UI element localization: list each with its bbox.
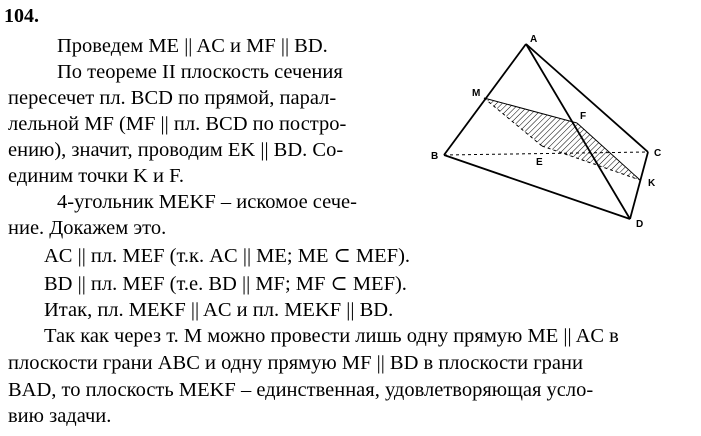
text-line-4: лельной MF (MF || пл. BCD по постро- — [8, 113, 347, 135]
text-line-12: Так как через т. M можно провести лишь одну прямую ME || AC в — [44, 325, 619, 347]
label-k: K — [648, 178, 656, 189]
text-line-15: вию задачи. — [8, 405, 112, 427]
label-c: C — [654, 148, 662, 159]
text-line-6: единим точки K и F. — [8, 165, 184, 187]
label-f: F — [580, 111, 587, 122]
text-line-7: 4-угольник MEKF – искомое сече- — [57, 191, 357, 213]
text-line-1: Проведем ME || AC и MF || BD. — [57, 35, 328, 57]
edge-bc-hidden — [444, 152, 648, 155]
text-line-5: ению), значит, проводим EK || BD. Со- — [8, 139, 344, 161]
text-line-10: BD || пл. MEF (т.е. BD || MF; MF ⊂ MEF). — [44, 273, 407, 295]
text-line-8: ние. Докажем это. — [8, 217, 167, 239]
text-line-2: По теореме II плоскость сечения — [57, 61, 343, 83]
text-line-14: BAD, то плоскость MEKF – единственная, удовлетворяющая усло- — [8, 379, 594, 401]
text-line-11: Итак, пл. MEKF || AC и пл. MEKF || BD. — [44, 299, 394, 321]
label-a: A — [530, 34, 538, 45]
label-m: M — [472, 88, 481, 99]
section-mekf — [484, 98, 640, 180]
text-line-13: плоскости грани ABC и одну прямую MF || BD в плоскости грани — [8, 352, 583, 374]
label-b: B — [431, 151, 439, 162]
text-line-3: пересечет пл. BCD по прямой, парал- — [8, 87, 337, 109]
text-line-9: AC || пл. MEF (т.к. AC || ME; ME ⊂ MEF). — [44, 245, 411, 267]
problem-number: 104. — [4, 5, 39, 27]
edge-cd — [630, 152, 648, 219]
edge-ab — [444, 44, 526, 155]
label-e: E — [536, 157, 543, 168]
label-d: D — [636, 219, 644, 230]
